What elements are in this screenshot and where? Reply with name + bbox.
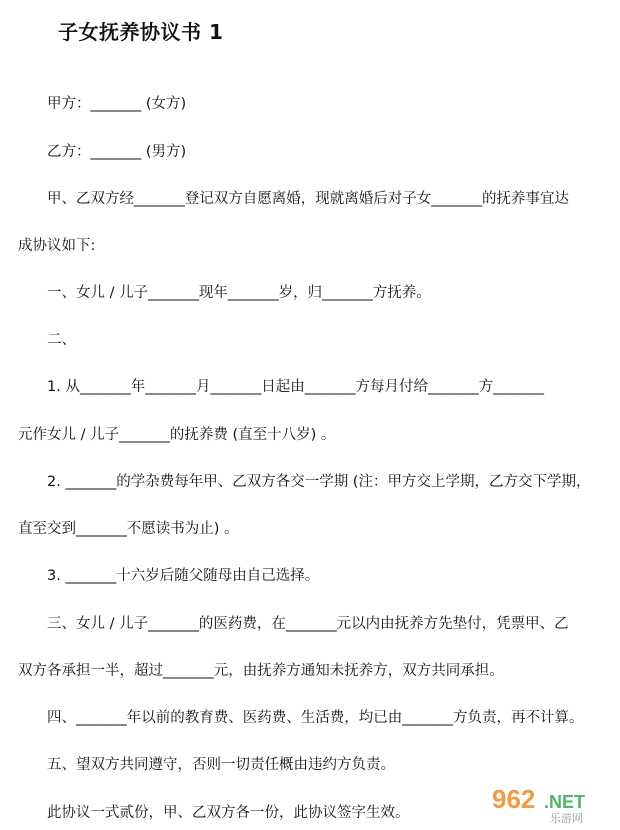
watermark-brand: 962 [492,784,536,814]
party-a-line: 甲方：_______ (女方) [47,96,187,112]
document-title: 子女抚养协议书 1 [58,20,224,44]
clause-2-2-line-2: 直至交到_______不愿读书为止) 。 [18,521,239,537]
watermark-sub: 乐游网 [550,812,583,824]
clause-2-3: 3. _______十六岁后随父随母由自己选择。 [47,568,320,584]
clause-1: 一、女儿 / 儿子_______现年_______岁，归_______方抚养。 [47,285,431,301]
site-watermark-logo [490,780,610,824]
party-b-line: 乙方：_______ (男方) [47,144,187,160]
clause-3-line-1: 三、女儿 / 儿子_______的医药费，在_______元以内由抚养方先垫付，凭票甲、乙 [47,616,569,632]
intro-line-2: 成协议如下: [18,238,96,254]
clause-2-1-line-1: 1. 从_______年_______月_______日起由_______方每月付给_______方_______ [47,379,544,395]
clause-4: 四、_______年以前的教育费、医药费、生活费，均已由_______方负责，再不计算。 [47,710,584,726]
watermark-domain: .NET [544,792,586,812]
clause-3-line-2: 双方各承担一半，超过_______元，由抚养方通知未抚养方，双方共同承担。 [18,663,504,679]
intro-line-1: 甲、乙双方经_______登记双方自愿离婚，现就离婚后对子女_______的抚养事宜达 [47,191,569,207]
closing-line: 此协议一式贰份，甲、乙双方各一份，此协议签字生效。 [47,805,410,821]
clause-2-heading: 二、 [47,332,76,348]
clause-2-2-line-1: 2. _______的学杂费每年甲、乙双方各交一学期 (注：甲方交上学期，乙方交下学期， [47,474,591,490]
clause-2-1-line-2: 元作女儿 / 儿子_______的抚养费 (直至十八岁) 。 [18,427,336,443]
clause-5: 五、望双方共同遵守，否则一切责任概由违约方负责。 [47,757,395,773]
